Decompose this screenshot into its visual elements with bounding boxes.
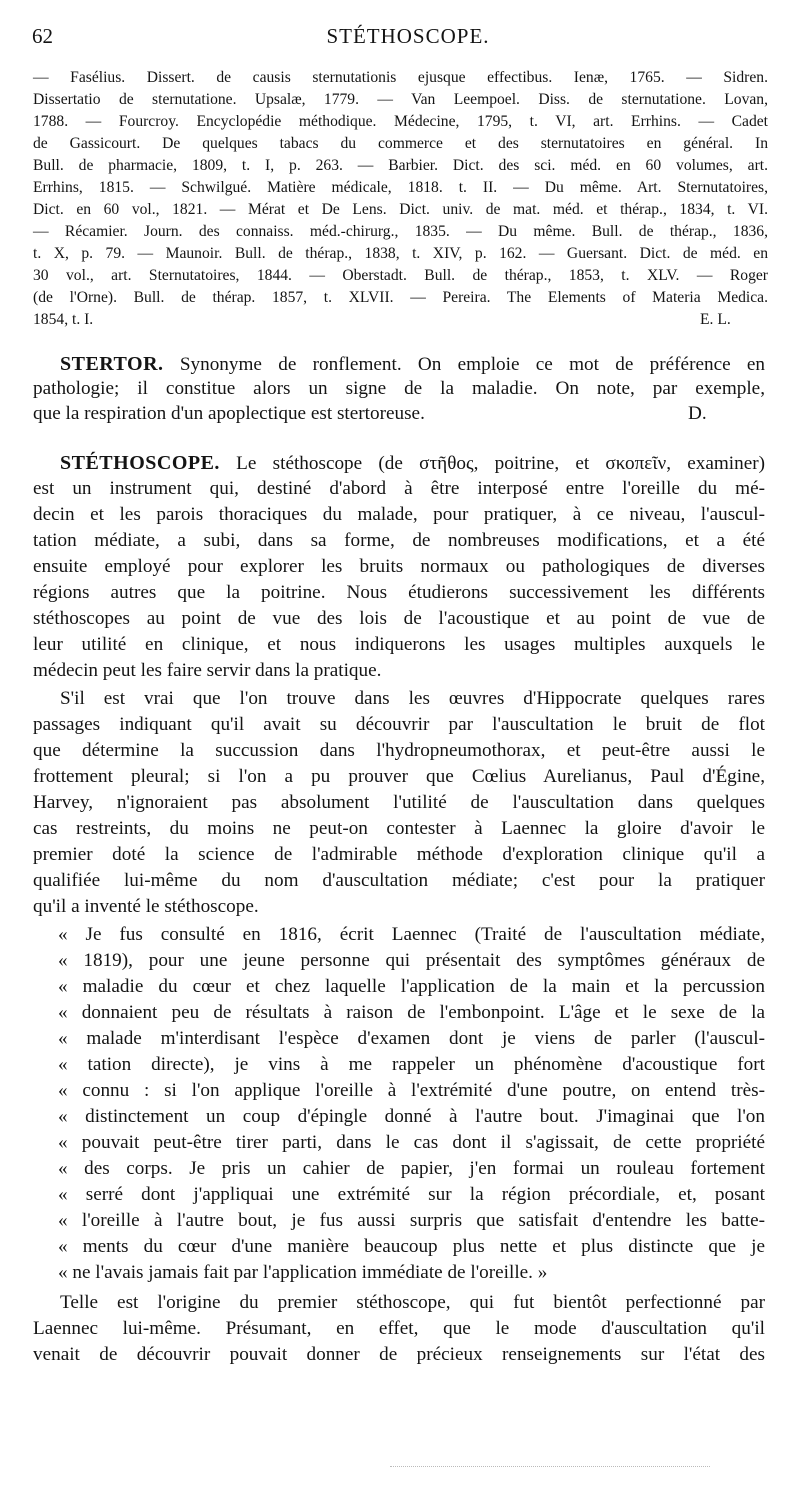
body-text-line: passages indiquant qu'il avait su découvrir par l'auscultation le bruit de flot	[33, 714, 765, 735]
body-text-line: que détermine la succussion dans l'hydropneumothorax, et peut-être aussi le	[33, 740, 765, 761]
body-text-line: ensuite employé pour explorer les bruits normaux ou pathologiques de diverses	[33, 556, 765, 577]
body-text-line: Le stéthoscope (de στῆθος, poitrine, et σκοπεῖν, examiner)	[236, 453, 765, 474]
body-text-line: Harvey, n'ignoraient pas absolument l'utilité de l'auscultation dans quelques	[33, 792, 765, 813]
bottom-divider	[390, 1466, 710, 1467]
body-text-line: cas restreints, du moins ne peut-on contester à Laennec la gloire d'avoir le	[33, 818, 765, 839]
quote-line: « pouvait peut-être tirer parti, dans le cas dont il s'agissait, de cette propriété	[58, 1132, 765, 1153]
quote-line: « des corps. Je pris un cahier de papier, j'en formai un rouleau fortement	[58, 1158, 765, 1179]
quote-line: « tation directe), je vins à me rappeler un phénomène d'acoustique fort	[58, 1054, 765, 1075]
quote-line: « malade m'interdisant l'espèce d'examen dont je viens de parler (l'auscul-	[58, 1028, 765, 1049]
quote-line: « 1819), pour une jeune personne qui présentait des symptômes généraux de	[58, 950, 765, 971]
author-signature: E. L.	[700, 311, 731, 328]
bibliography-line: t. X, p. 79. — Maunoir. Bull. de thérap., 1838, t. XIV, p. 162. — Guersant. Dict. de méd. en	[33, 245, 768, 262]
body-text-line: leur utilité en clinique, et nous indiquerons les usages multiples auxquels le	[33, 634, 765, 655]
quote-line: « serré dont j'appliquai une extrémité sur la région précordiale, et, posant	[58, 1184, 765, 1205]
quote-line: « Je fus consulté en 1816, écrit Laennec (Traité de l'auscultation médiate,	[58, 924, 765, 945]
bibliography-line: — Récamier. Journ. des connaiss. méd.-chirurg., 1835. — Du même. Bull. de thérap., 1836,	[33, 223, 768, 240]
body-text-line: frottement pleural; si l'on a pu prouver que Cœlius Aurelianus, Paul d'Égine,	[33, 766, 765, 787]
stertor-text-line: pathologie; il constitue alors un signe de la maladie. On note, par exemple,	[33, 378, 765, 399]
stethoscope-first-line	[60, 451, 765, 476]
quote-line: « distinctement un coup d'épingle donné à l'autre bout. J'imaginai que l'on	[58, 1106, 765, 1127]
body-text-line: premier doté la science de l'admirable méthode d'exploration clinique qu'il a	[33, 844, 765, 865]
author-signature: D.	[688, 403, 707, 424]
bibliography-line: Errhins, 1815. — Schwilgué. Matière médicale, 1818. t. II. — Du même. Art. Sternutatoires,	[33, 179, 768, 196]
body-text-line: médecin peut les faire servir dans la pratique.	[33, 660, 382, 681]
bibliography-line: (de l'Orne). Bull. de thérap. 1857, t. XLVII. — Pereira. The Elements of Materia Medica.	[33, 289, 768, 306]
bibliography-line: — Fasélius. Dissert. de causis sternutationis ejusque effectibus. Ienæ, 1765. — Sidren.	[33, 69, 768, 86]
page-number: 62	[32, 24, 53, 48]
body-text-line: Laennec lui-même. Présumant, en effet, que le mode d'auscultation qu'il	[33, 1318, 765, 1339]
body-text-line: S'il est vrai que l'on trouve dans les œuvres d'Hippocrate quelques rares	[60, 688, 765, 709]
quote-line: « donnaient peu de résultats à raison de l'embonpoint. L'âge et le sexe de la	[58, 1002, 765, 1023]
body-text-line: est un instrument qui, destiné d'abord à être interposé entre l'oreille du mé-	[33, 478, 765, 499]
bibliography-line: Dissertatio de sternutatione. Upsalæ, 1779. — Van Leempoel. Diss. de sternutatione. Lovan,	[33, 91, 768, 108]
headword-stertor: STERTOR.	[60, 353, 164, 375]
body-text-line: Telle est l'origine du premier stéthoscope, qui fut bientôt perfectionné par	[60, 1292, 765, 1313]
stertor-text-line: que la respiration d'un apoplectique est stertoreuse.	[33, 403, 425, 424]
stertor-first-line	[60, 352, 765, 377]
bibliography-line: 1788. — Fourcroy. Encyclopédie méthodique. Médecine, 1795, t. VI, art. Errhins. — Cadet	[33, 113, 768, 130]
body-text-line: tation médiate, a subi, dans sa forme, de nombreuses modifications, et a été	[33, 530, 765, 551]
quote-line: « connu : si l'on applique l'oreille à l'extrémité d'une poutre, on entend très-	[58, 1080, 765, 1101]
bibliography-line: de Gassicourt. De quelques tabacs du commerce et des sternutatoires en général. In	[33, 135, 768, 152]
quote-line: « ments du cœur d'une manière beaucoup plus nette et plus distincte que je	[58, 1236, 765, 1257]
quote-line: « l'oreille à l'autre bout, je fus aussi surpris que satisfait d'entendre les batte-	[58, 1210, 765, 1231]
body-text-line: qualifiée lui-même du nom d'auscultation médiate; c'est pour la pratiquer	[33, 870, 765, 891]
bibliography-line: Bull. de pharmacie, 1809, t. I, p. 263. — Barbier. Dict. des sci. méd. en 60 volumes, art.	[33, 157, 768, 174]
stertor-text-line: Synonyme de ronflement. On emploie ce mot de préférence en	[179, 354, 766, 375]
quote-line: « ne l'avais jamais fait par l'application immédiate de l'oreille. »	[58, 1262, 548, 1283]
quote-line: « maladie du cœur et chez laquelle l'application de la main et la percussion	[58, 976, 765, 997]
bibliography-line: Dict. en 60 vol., 1821. — Mérat et De Lens. Dict. univ. de mat. méd. et thérap., 1834, t. VI.	[33, 201, 768, 218]
running-title: STÉTHOSCOPE.	[326, 24, 490, 48]
body-text-line: venait de découvrir pouvait donner de précieux renseignements sur l'état des	[33, 1344, 765, 1365]
body-text-line: qu'il a inventé le stéthoscope.	[33, 896, 259, 917]
body-text-line: stéthoscopes au point de vue des lois de l'acoustique et au point de vue de	[33, 608, 765, 629]
running-head	[32, 24, 766, 54]
body-text-line: régions autres que la poitrine. Nous étudierons successivement les différents	[33, 582, 765, 603]
bibliography-line: 1854, t. I.	[33, 311, 94, 328]
bibliography-line: 30 vol., art. Sternutatoires, 1844. — Oberstadt. Bull. de thérap., 1853, t. XLV. — Roger	[33, 267, 768, 284]
body-text-line: decin et les parois thoraciques du malade, pour pratiquer, à ce niveau, l'auscul-	[33, 504, 765, 525]
headword-stethoscope: STÉTHOSCOPE.	[60, 452, 220, 474]
